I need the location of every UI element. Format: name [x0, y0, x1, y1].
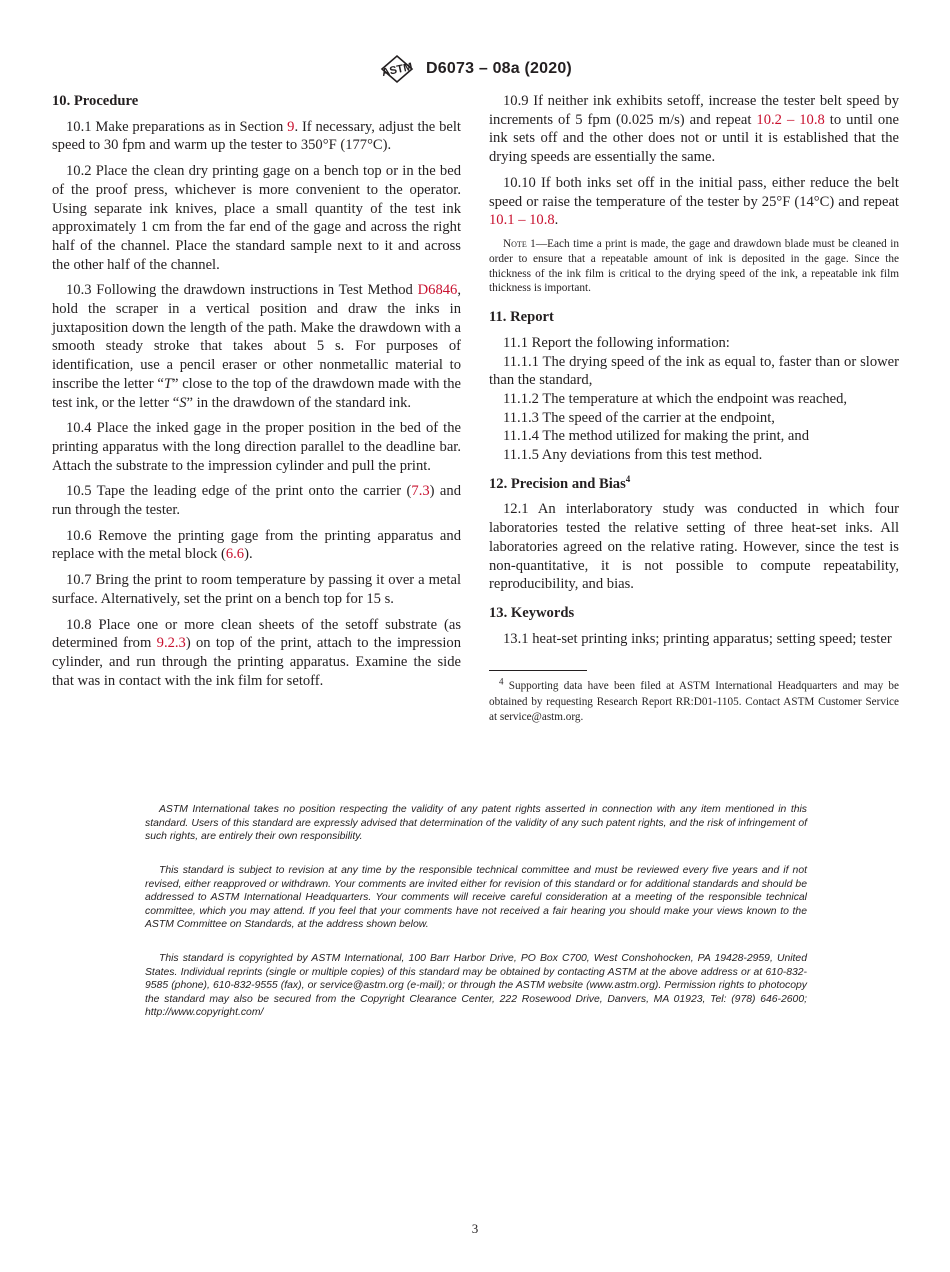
- footnote-4: $^4$ Supporting data have been filed at ASTM International Headquarters and may be obtained by requesting Research Report RR:D01-1105. Contact ASTM Customer Service at service@astm.org.: [489, 676, 899, 723]
- disclaimer-patent: ASTM International takes no position respecting the validity of any patent rights asserted in connection with any item mentioned in this standard. Users of this standard are expressly advised that determination of the validity of any such patent rights, and the risk of infringement of such rights, are entirely their own responsibility.: [145, 804, 807, 843]
- section-13-heading: 13. Keywords: [489, 604, 575, 621]
- page-number: 3: [471, 1221, 479, 1236]
- paragraph-11-1-4: 11.1.4 The method utilized for making the print, and: [503, 428, 809, 445]
- section-11-heading: 11. Report: [489, 309, 554, 326]
- page-header: [0, 54, 950, 84]
- left-column: [52, 92, 461, 697]
- paragraph-11-1-1: 11.1.1 The drying speed of the ink as equal to, faster than or slower than the standard,: [489, 353, 899, 389]
- document-designation: D6073 – 08a (2020): [426, 60, 572, 77]
- paragraph-10-7: 10.7 Bring the print to room temperature by passing it over a metal surface. Alternatively, set the print on a bench top for 15 s.: [52, 572, 461, 607]
- ref-10-1-10-8[interactable]: 10.1 – 10.8: [489, 212, 555, 229]
- paragraph-10-1: 10.1 Make preparations as in Section 9. If necessary, adjust the belt speed to 30 fpm and warm up the tester to 350°F (177°C).: [52, 118, 461, 154]
- ref-6-6[interactable]: 6.6: [225, 546, 245, 563]
- paragraph-10-8: 10.8 Place one or more clean sheets of the setoff substrate (as determined from 9.2.3) on top of the print, attach to the impression cylinder, and run through the printing apparatus. Examine the side that was in contact with the ink film for setoff.: [52, 616, 461, 689]
- paragraph-10-10: 10.10 If both inks set off in the initial pass, either reduce the belt speed or raise the temperature of the tester by 25°F (14°C) and repeat 10.1 – 10.8.: [489, 174, 899, 229]
- paragraph-10-3: 10.3 Following the drawdown instructions in Test Method D6846, hold the scraper in a vertical position and draw the inks in juxtaposition down the length of the path. Make the drawdown with a smooth steady stroke that takes about 5 s. For purposes of identification, use a pencil eraser or other nonmetallic material to inscribe the letter “T” close to the top of the drawdown made with the test ink, or the letter “S” in the drawdown of the standard ink.: [52, 282, 461, 411]
- paragraph-10-4: 10.4 Place the inked gage in the proper position in the bed of the printing apparatus with the long direction parallel to the deadline bar. Attach the substrate to the impression cylinder and pull the print.: [52, 420, 461, 474]
- paragraph-12-1: 12.1 An interlaboratory study was conducted in which four laboratories tested the relative setting of three heat-set inks. All laboratories agreed on the relative rating. However, since the test is non-quantitative, it is not possible to compute repeatability, reproducibility, and bias.: [489, 501, 899, 593]
- ref-9-2-3[interactable]: 9.2.3: [156, 635, 186, 652]
- footnote-divider: [489, 670, 587, 671]
- paragraph-11-1-2: 11.1.2 The temperature at which the endpoint was reached,: [503, 390, 848, 407]
- right-column: [489, 92, 899, 725]
- paragraph-10-9: 10.9 If neither ink exhibits setoff, increase the tester belt speed by increments of 5 fpm (0.025 m/s) and repeat 10.2 – 10.8 to until one ink sets off and the other does not or until it is established that the drying speeds are essentially the same.: [489, 93, 899, 166]
- ref-d6846[interactable]: D6846: [417, 282, 458, 299]
- ref-section-9[interactable]: 9: [287, 118, 295, 135]
- paragraph-11-1-5: 11.1.5 Any deviations from this test method.: [503, 447, 763, 464]
- footnote-ref-4[interactable]: 4: [625, 473, 631, 484]
- ref-7-3[interactable]: 7.3: [411, 483, 430, 500]
- svg-text:ASTM: ASTM: [380, 60, 414, 80]
- paragraph-11-1-3: 11.1.3 The speed of the carrier at the endpoint,: [503, 409, 775, 426]
- paragraph-11-1: 11.1 Report the following information:: [503, 334, 730, 351]
- note-1: Note 1—Each time a print is made, the gage and drawdown blade must be cleaned in order to ensure that a repeatable amount of ink is deposited in the gage. Since the thickness of the ink film is critical to the drying speed of the ink, a repeatable ink film thickness is important.: [489, 237, 899, 295]
- disclaimer-revision: This standard is subject to revision at any time by the responsible technical committee and must be reviewed every five years and if not revised, either reapproved or withdrawn. Your comments are invited either for revision of this standard or for additional standards and should be addressed to ASTM International Headquarters. Your comments will receive careful consideration at a meeting of the responsible technical committee, which you may attend. If you feel that your comments have not received a fair hearing you should make your views known to the ASTM Committee on Standards, at the address shown below.: [145, 865, 807, 931]
- paragraph-10-2: 10.2 Place the clean dry printing gage on a bench top or in the bed of the proof press, whichever is more convenient to the operator. Using separate ink knives, place a small quantity of the test ink approximately 1 cm from the far end of the gage and across the right half of the channel. Place the standard sample next to it and across the other half of the channel.: [52, 163, 461, 273]
- paragraph-13-1: 13.1 heat-set printing inks; printing apparatus; setting speed; tester: [503, 630, 892, 647]
- paragraph-10-6: 10.6 Remove the printing gage from the printing apparatus and replace with the metal block (6.6).: [52, 527, 461, 563]
- astm-logo-icon: [378, 54, 416, 84]
- ref-10-2-10-8[interactable]: 10.2 – 10.8: [756, 111, 825, 128]
- section-12-heading: 12. Precision and Bias$^4$: [489, 473, 631, 492]
- paragraph-10-5: 10.5 Tape the leading edge of the print onto the carrier (7.3) and run through the tester.: [52, 483, 461, 519]
- disclaimer-copyright: This standard is copyrighted by ASTM International, 100 Barr Harbor Drive, PO Box C700, West Conshohocken, PA 19428-2959, United States. Individual reprints (single or multiple copies) of this standard may be obtained by contacting ASTM at the above address or at 610-832-9585 (phone), 610-832-9555 (fax), or service@astm.org (e-mail); or through the ASTM website (www.astm.org). Permission rights to photocopy the standard may also be secured from the Copyright Clearance Center, 222 Rosewood Drive, Danvers, MA 01923, Tel: (978) 646-2600; http://www.copyright.com/: [145, 953, 807, 1019]
- section-10-heading: 10. Procedure: [52, 93, 139, 109]
